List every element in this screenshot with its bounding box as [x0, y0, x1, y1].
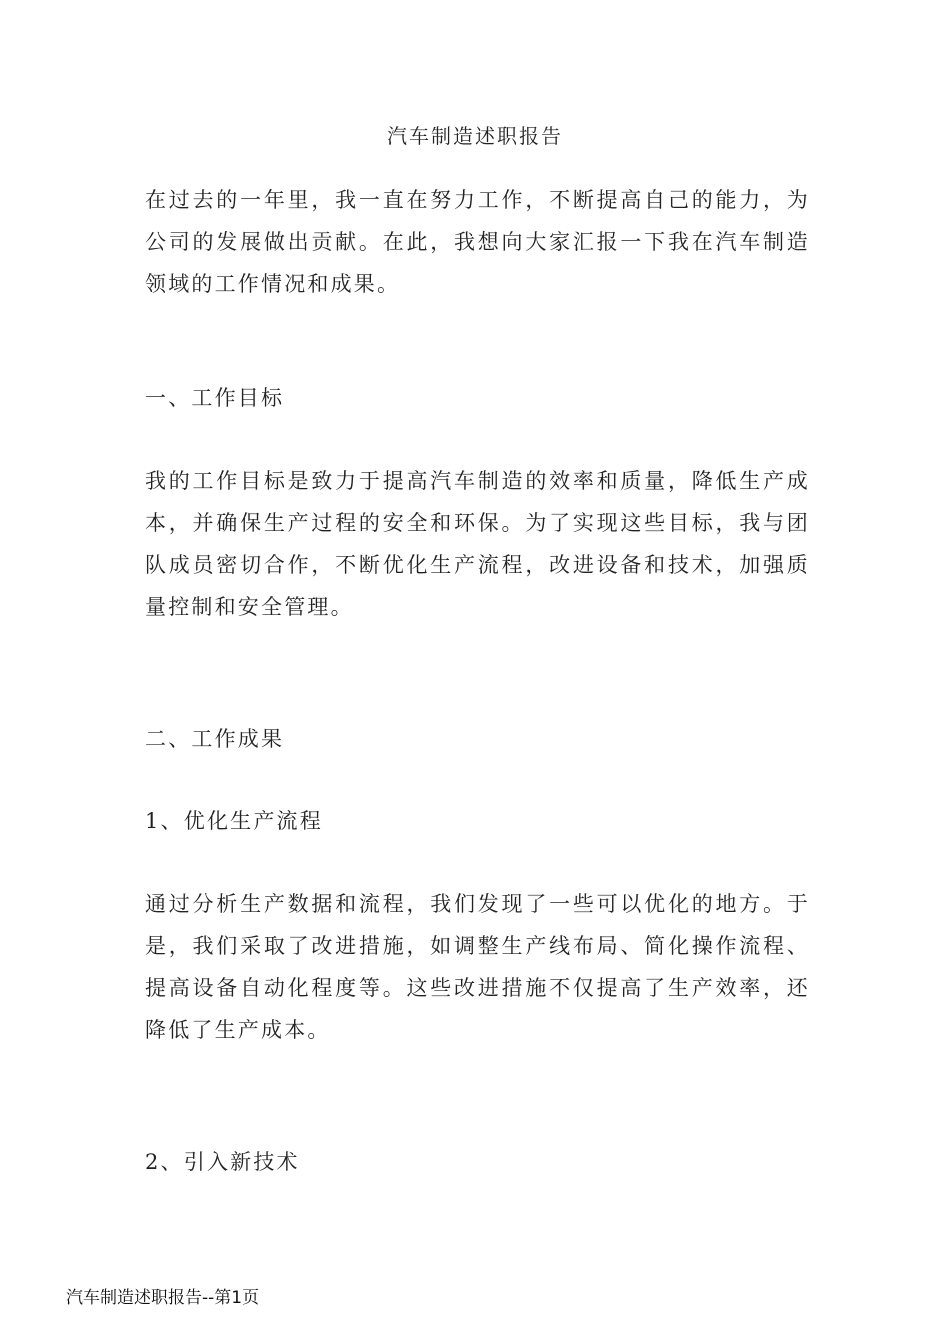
goals-text: 我的工作目标是致力于提高汽车制造的效率和质量，降低生产成本，并确保生产过程的安全和环保。为了实现这些目标，我与团队成员密切合作，不断优化生产流程，改进设备和技术，加强质量控制和安全管理。 [145, 469, 810, 619]
section-heading-results: 二、工作成果 [145, 727, 285, 751]
item-heading-new-technology: 2、引入新技术 [145, 1150, 300, 1174]
section-heading-goals: 一、工作目标 [145, 386, 285, 410]
optimize-process-paragraph [145, 883, 810, 1051]
page-footer: 汽车制造述职报告--第1页 [66, 1288, 260, 1308]
intro-paragraph [145, 179, 810, 305]
item-heading-optimize-process: 1、优化生产流程 [145, 809, 323, 833]
goals-paragraph [145, 460, 810, 628]
intro-text: 在过去的一年里，我一直在努力工作，不断提高自己的能力，为公司的发展做出贡献。在此，我想向大家汇报一下我在汽车制造领域的工作情况和成果。 [145, 188, 810, 296]
optimize-process-text: 通过分析生产数据和流程，我们发现了一些可以优化的地方。于是，我们采取了改进措施，如调整生产线布局、简化操作流程、提高设备自动化程度等。这些改进措施不仅提高了生产效率，还降低了生产成本。 [145, 892, 810, 1042]
document-title: 汽车制造述职报告 [387, 124, 563, 148]
